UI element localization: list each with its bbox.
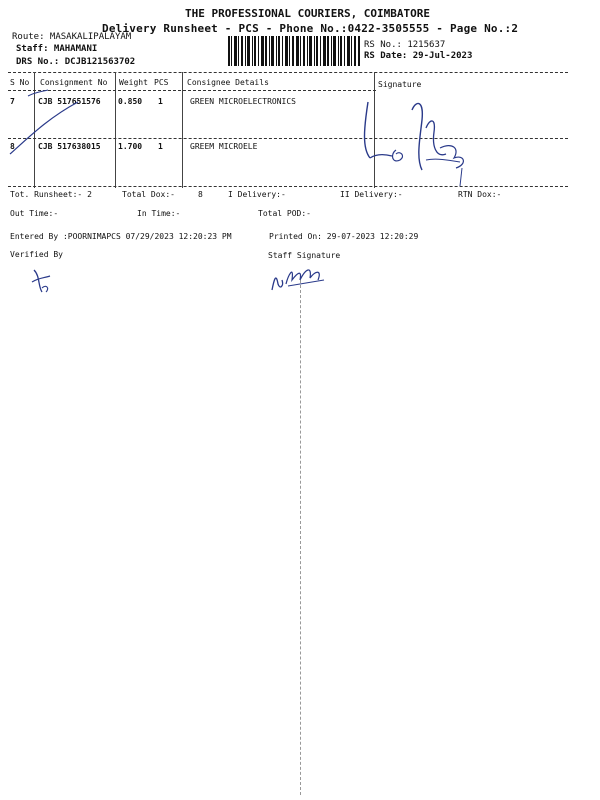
column-header-consignee: Consignee Details <box>187 78 269 87</box>
out-time: Out Time:- <box>10 209 59 218</box>
column-header-weight: Weight <box>119 78 148 87</box>
row-pcs: 1 <box>158 97 163 106</box>
consignee-signature <box>356 98 486 190</box>
company-title: THE PROFESSIONAL COURIERS, COIMBATORE <box>185 7 431 20</box>
row-weight: 1.700 <box>118 142 143 151</box>
in-time: In Time:- <box>137 209 181 218</box>
row-pcs: 1 <box>158 142 163 151</box>
entered-by: Entered By :POORNIMAPCS 07/29/2023 12:20:23 PM <box>10 232 232 241</box>
total-runsheet: Tot. Runsheet:- 2 <box>10 190 92 199</box>
total-dox-label: Total Dox:- <box>122 190 175 199</box>
second-delivery: II Delivery:- <box>340 190 403 199</box>
first-delivery: I Delivery:- <box>228 190 286 199</box>
verified-by-label: Verified By <box>10 250 63 259</box>
runsheet-subtitle: Delivery Runsheet - PCS - Phone No.:0422-3505555 - Page No.:2 <box>102 22 519 35</box>
column-header-signature: Signature <box>378 80 422 89</box>
printed-on: Printed On: 29-07-2023 12:20:29 <box>269 232 419 241</box>
column-header-sno: S No <box>10 78 30 87</box>
route-label: Route: MASAKALIPALAYAM <box>12 32 132 42</box>
row-consignee: GREEM MICROELE <box>190 142 258 151</box>
staff-signature-label: Staff Signature <box>268 251 341 260</box>
row-consignee: GREEN MICROELECTRONICS <box>190 97 296 106</box>
table-top-rule <box>8 72 568 73</box>
total-pod: Total POD:- <box>258 209 311 218</box>
rs-date: RS Date: 29-Jul-2023 <box>364 51 473 61</box>
barcode <box>228 36 360 66</box>
column-header-consignment: Consignment No <box>40 78 108 87</box>
row-sno: 7 <box>10 97 15 106</box>
verifier-initial <box>30 264 54 296</box>
staff-signature <box>268 262 330 294</box>
staff-label: Staff: MAHAMANI <box>16 44 98 54</box>
rs-number: RS No.: 1215637 <box>364 40 446 50</box>
row-sno: 8 <box>10 142 15 151</box>
handwritten-tick-mark <box>8 88 98 158</box>
column-header-pcs: PCS <box>154 78 169 87</box>
row-consignment: CJB 517651576 <box>38 97 101 106</box>
scan-fold-line <box>300 280 301 795</box>
rtn-dox: RTN Dox:- <box>458 190 502 199</box>
drs-number: DRS No.: DCJB121563702 <box>16 57 136 67</box>
row-weight: 0.850 <box>118 97 143 106</box>
row-consignment: CJB 517638015 <box>38 142 101 151</box>
total-dox-value: 8 <box>198 190 203 199</box>
